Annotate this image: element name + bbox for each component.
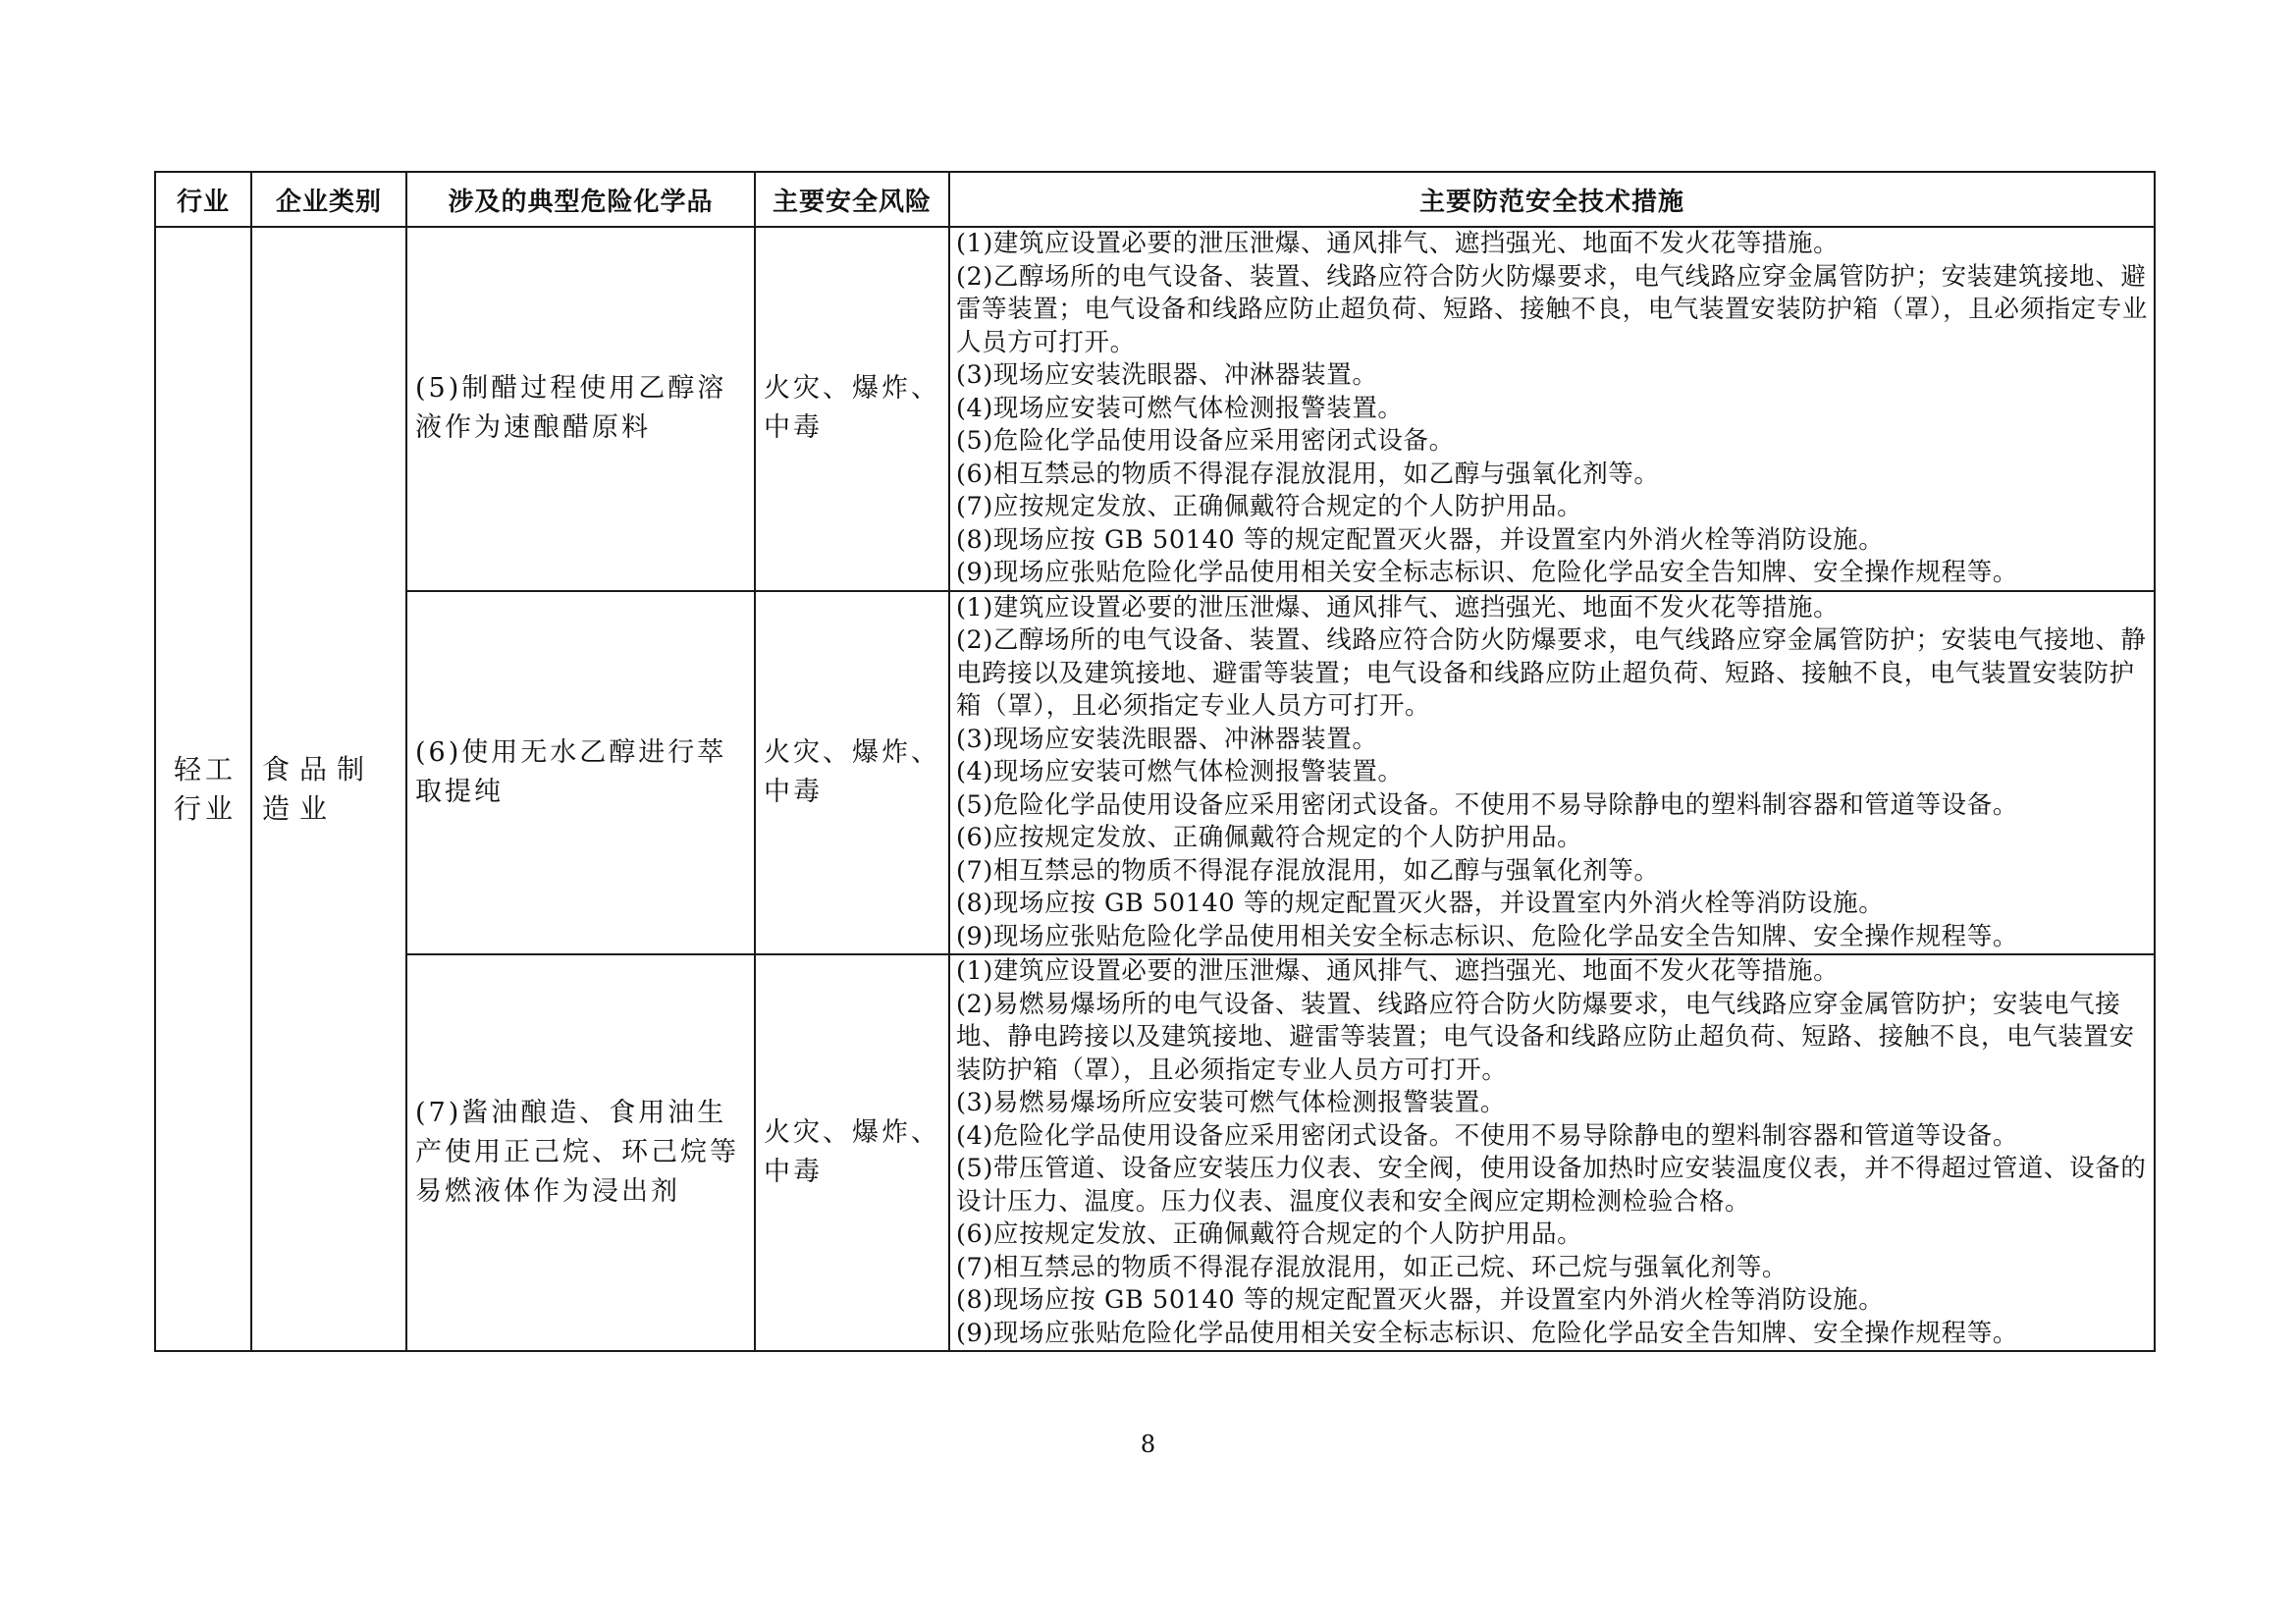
measure-item: (9)现场应张贴危险化学品使用相关安全标志标识、危险化学品安全告知牌、安全操作规程等。 (956, 558, 2018, 587)
risk-cell: 火灾、爆炸、中毒 (755, 227, 949, 591)
risk-cell: 火灾、爆炸、中毒 (755, 954, 949, 1351)
table-row (155, 954, 2155, 1351)
chemical-cell: (6)使用无水乙醇进行萃取提纯 (406, 591, 755, 955)
measure-item: (3)易燃易爆场所应安装可燃气体检测报警装置。 (956, 1088, 1506, 1117)
header-technical-measures: 主要防范安全技术措施 (949, 172, 2155, 227)
measure-item: (4)危险化学品使用设备应采用密闭式设备。不使用不易导除静电的塑料制容器和管道等设备。 (956, 1120, 2018, 1151)
measure-item: (4)现场应安装可燃气体检测报警装置。 (956, 393, 1404, 423)
measure-item: (6)应按规定发放、正确佩戴符合规定的个人防护用品。 (956, 1219, 1583, 1249)
measure-item: (5)危险化学品使用设备应采用密闭式设备。不使用不易导除静电的塑料制容器和管道等设备。 (956, 789, 2018, 820)
measure-item: (1)建筑应设置必要的泄压泄爆、通风排气、遮挡强光、地面不发火花等措施。 (956, 229, 1840, 258)
measures-cell (949, 227, 2155, 591)
measures-cell (949, 954, 2155, 1351)
measure-item: (7)应按规定发放、正确佩戴符合规定的个人防护用品。 (956, 492, 1583, 521)
header-industry: 行业 (155, 172, 251, 227)
chemical-cell: (7)酱油酿造、食用油生产使用正己烷、环己烷等易燃液体作为浸出剂 (406, 954, 755, 1351)
industry-cell: 轻工行业 (155, 227, 251, 1351)
header-typical-chemicals: 涉及的典型危险化学品 (406, 172, 755, 227)
measure-item: (7)相互禁忌的物质不得混存混放混用，如乙醇与强氧化剂等。 (956, 855, 1660, 886)
measure-item: (3)现场应安装洗眼器、冲淋器装置。 (956, 724, 1378, 754)
table-header-row (155, 172, 2155, 227)
header-main-risks: 主要安全风险 (755, 172, 949, 227)
measure-item: (3)现场应安装洗眼器、冲淋器装置。 (956, 360, 1378, 390)
category-cell: 食品制造业 (251, 227, 406, 1351)
table-row (155, 591, 2155, 955)
measure-item: (8)现场应按 GB 50140 等的规定配置灭火器，并设置室内外消火栓等消防设施。 (956, 524, 1885, 555)
measures-cell (949, 591, 2155, 955)
measure-item: (5)带压管道、设备应安装压力仪表、安全阀，使用设备加热时应安装温度仪表，并不得超过管道、设备的设计压力、温度。压力仪表、温度仪表和安全阀应定期检测检验合格。 (956, 1154, 2147, 1217)
risk-cell: 火灾、爆炸、中毒 (755, 591, 949, 955)
measure-item: (8)现场应按 GB 50140 等的规定配置灭火器，并设置室内外消火栓等消防设施。 (956, 1285, 1885, 1315)
measure-item: (2)乙醇场所的电气设备、装置、线路应符合防火防爆要求，电气线路应穿金属管防护；安装电气接地、静电跨接以及建筑接地、避雷等装置；电气设备和线路应防止超负荷、短路、接触不良，电气装置安装防护箱（罩），且必须指定专业人员方可打开。 (956, 625, 2147, 721)
page-number: 8 (1140, 1431, 1156, 1458)
measure-item: (6)相互禁忌的物质不得混存混放混用，如乙醇与强氧化剂等。 (956, 459, 1660, 489)
measure-item: (7)相互禁忌的物质不得混存混放混用，如正己烷、环己烷与强氧化剂等。 (956, 1252, 1789, 1282)
measure-item: (4)现场应安装可燃气体检测报警装置。 (956, 757, 1404, 786)
measure-item: (9)现场应张贴危险化学品使用相关安全标志标识、危险化学品安全告知牌、安全操作规程等。 (956, 921, 2018, 951)
table-row (155, 227, 2155, 591)
header-enterprise-category: 企业类别 (251, 172, 406, 227)
measure-item: (6)应按规定发放、正确佩戴符合规定的个人防护用品。 (956, 823, 1583, 852)
measure-item: (9)现场应张贴危险化学品使用相关安全标志标识、危险化学品安全告知牌、安全操作规程等。 (956, 1318, 2018, 1348)
measure-item: (2)易燃易爆场所的电气设备、装置、线路应符合防火防爆要求，电气线路应穿金属管防护；安装电气接地、静电跨接以及建筑接地、避雷等装置；电气设备和线路应防止超负荷、短路、接触不良，电气装置安装防护箱（罩），且必须指定专业人员方可打开。 (956, 989, 2135, 1085)
hazardous-chemicals-table (154, 171, 2156, 1352)
measure-item: (2)乙醇场所的电气设备、装置、线路应符合防火防爆要求，电气线路应穿金属管防护；安装建筑接地、避雷等装置；电气设备和线路应防止超负荷、短路、接触不良，电气装置安装防护箱（罩），且必须指定专业人员方可打开。 (956, 261, 2148, 357)
chemical-cell: (5)制醋过程使用乙醇溶液作为速酿醋原料 (406, 227, 755, 591)
measure-item: (8)现场应按 GB 50140 等的规定配置灭火器，并设置室内外消火栓等消防设施。 (956, 889, 1885, 918)
table-body (155, 227, 2155, 1351)
measure-item: (1)建筑应设置必要的泄压泄爆、通风排气、遮挡强光、地面不发火花等措施。 (956, 956, 1840, 986)
measure-item: (1)建筑应设置必要的泄压泄爆、通风排气、遮挡强光、地面不发火花等措施。 (956, 592, 1840, 623)
measure-item: (5)危险化学品使用设备应采用密闭式设备。 (956, 426, 1455, 456)
